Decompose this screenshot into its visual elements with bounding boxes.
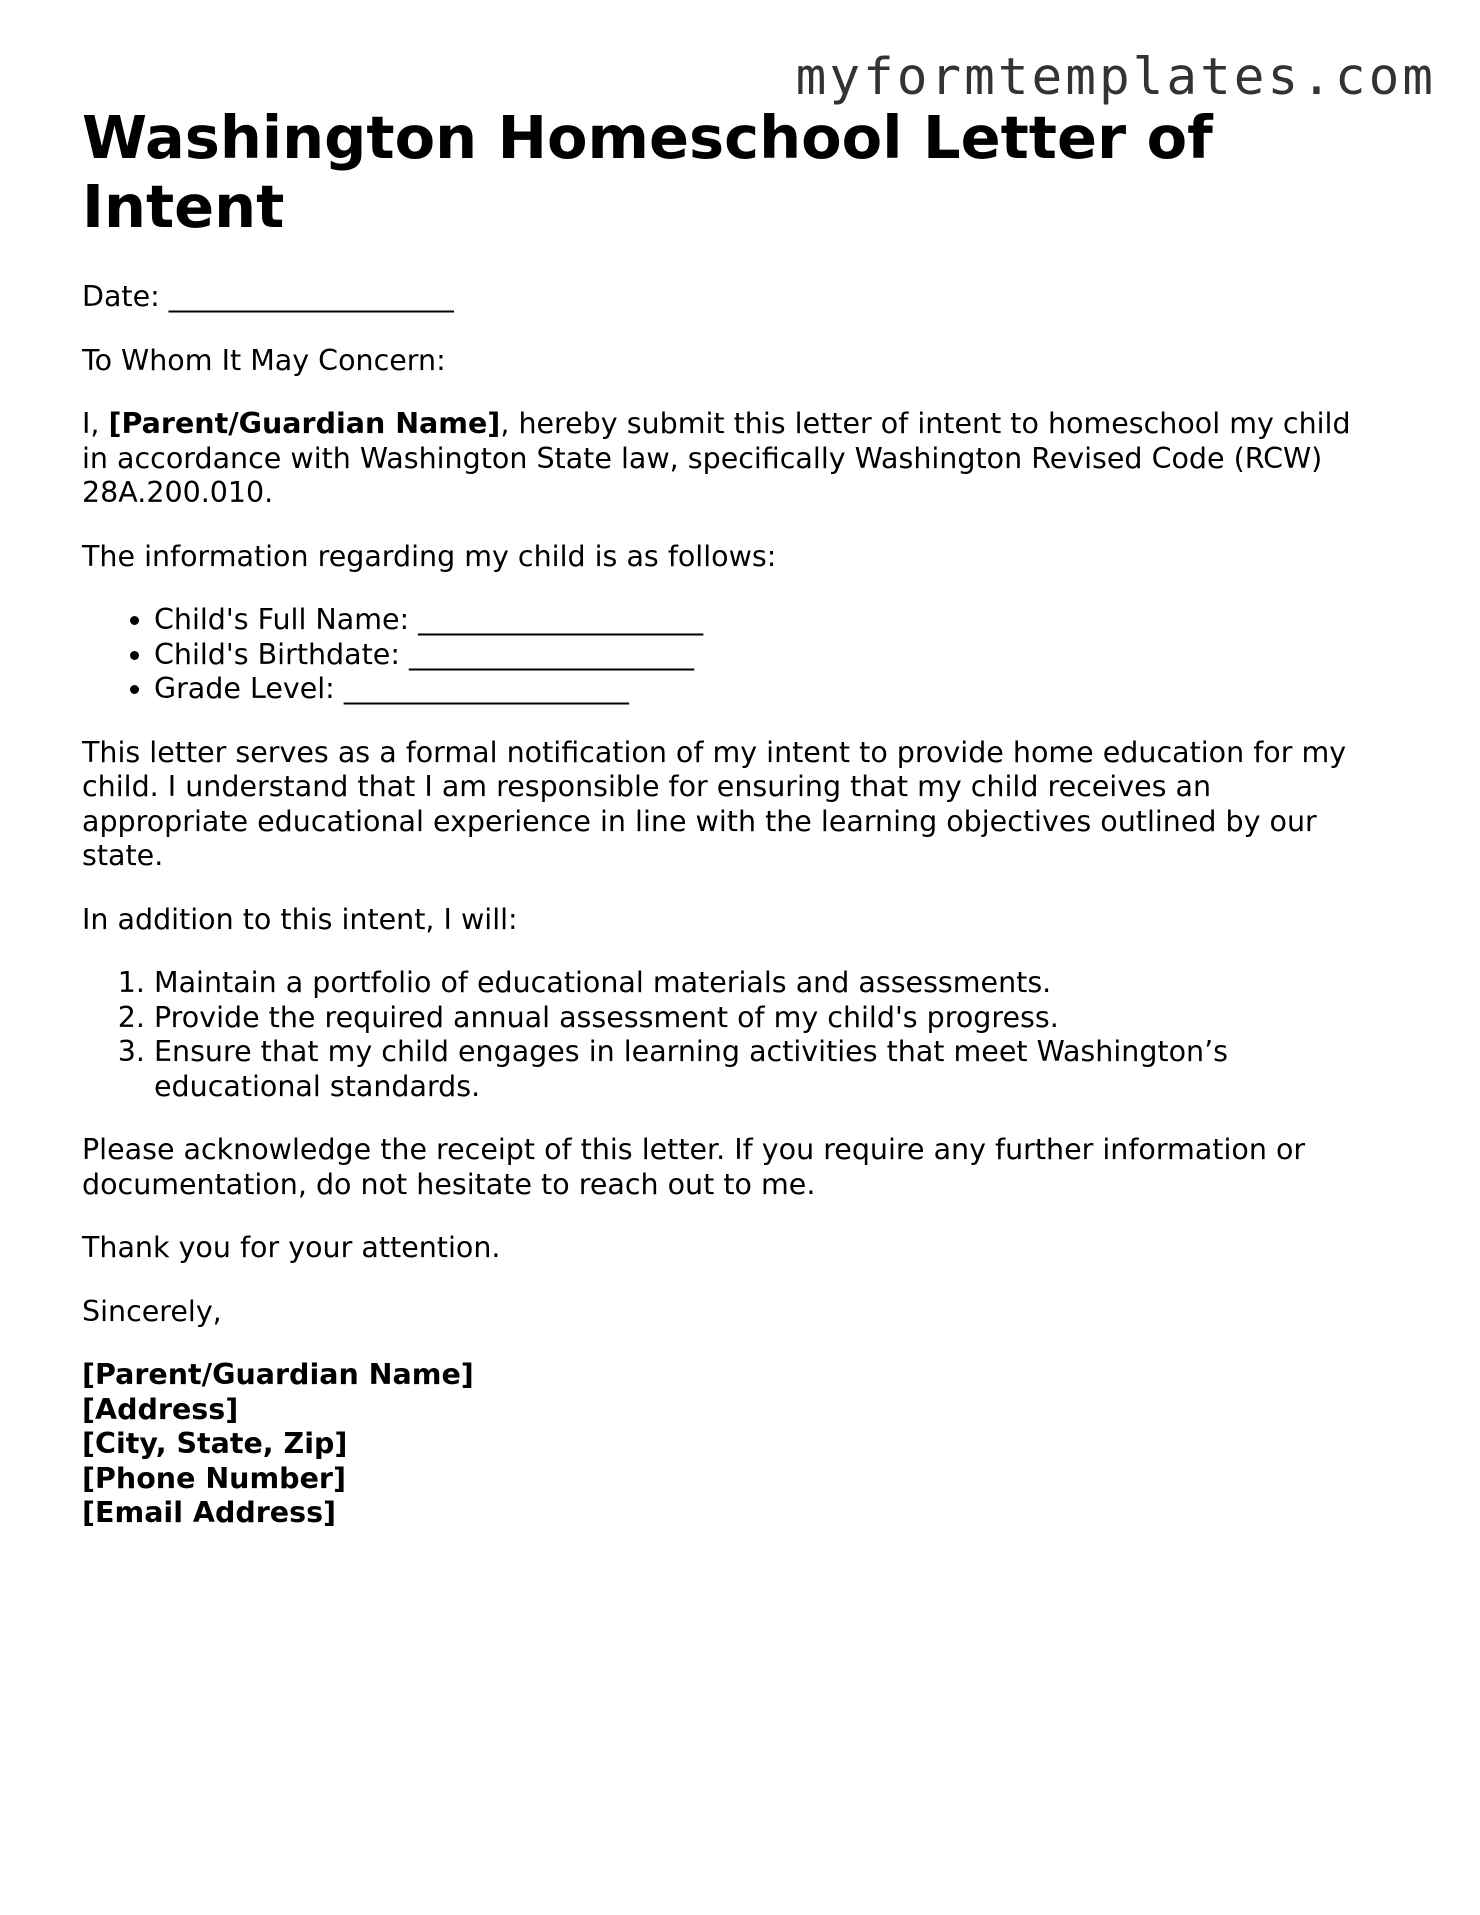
parent-name-placeholder: [Parent/Guardian Name] [108,407,501,440]
list-item: 1. Maintain a portfolio of educational materials and assessments. [154,966,1382,1001]
salutation: To Whom It May Concern: [82,343,446,377]
date-label: Date: [82,280,160,313]
child-name-blank: ____________________ [418,603,704,636]
date-line [82,280,1382,315]
acknowledge-paragraph: Please acknowledge the receipt of this letter. If you require any further information or documentation, do not hesitate to reach out to me. [82,1133,1306,1201]
signature-city-state-zip: [City, State, Zip] [82,1427,348,1460]
list-item: 2. Provide the required annual assessment of my child's progress. [154,1001,1382,1036]
intro-prefix: I, [82,407,100,440]
commitments-heading: In addition to this intent, I will: [82,902,518,936]
child-birthdate-blank: ____________________ [409,637,694,671]
date-blank: ____________________ [168,280,454,313]
commitments-list [82,966,1382,1104]
child-name-label: Child's Full Name: [154,603,410,636]
child-info-heading: The information regarding my child is as follows: [82,539,777,573]
list-item [154,603,1382,638]
grade-level-label: Grade Level: [154,672,335,705]
page-title: Washington Homeschool Letter of Intent [82,103,1213,241]
thanks-line: Thank you for your attention. [82,1231,501,1264]
signature-block [82,1358,1382,1531]
watermark-text: myformtemplates.com [795,48,1436,107]
list-item [154,672,1382,707]
signature-email: [Email Address] [82,1496,337,1529]
list-item [154,638,1382,673]
intro-suffix: , hereby submit this letter of intent to homeschool my child in accordance with Washington State law, specifically Washington Revised Code (RCW) 28A.200.010. [82,407,1351,509]
signature-address: [Address] [82,1392,239,1426]
child-birthdate-label: Child's Birthdate: [154,637,400,671]
letter-document [82,103,1382,1531]
child-info-list [82,603,1382,707]
grade-level-blank: ____________________ [343,672,629,705]
closing-line: Sincerely, [82,1294,222,1328]
list-item: 3. Ensure that my child engages in learning activities that meet Washington’s educational standards. [154,1035,1382,1104]
notification-paragraph: This letter serves as a formal notification of my intent to provide home education for my child. I understand that I am responsible for ensuring that my child receives an appropriate educational experience in line with the learning objectives outlined by our state. [82,735,1347,872]
signature-phone: [Phone Number] [82,1461,346,1495]
intro-paragraph [82,407,1382,511]
signature-name: [Parent/Guardian Name] [82,1358,474,1391]
